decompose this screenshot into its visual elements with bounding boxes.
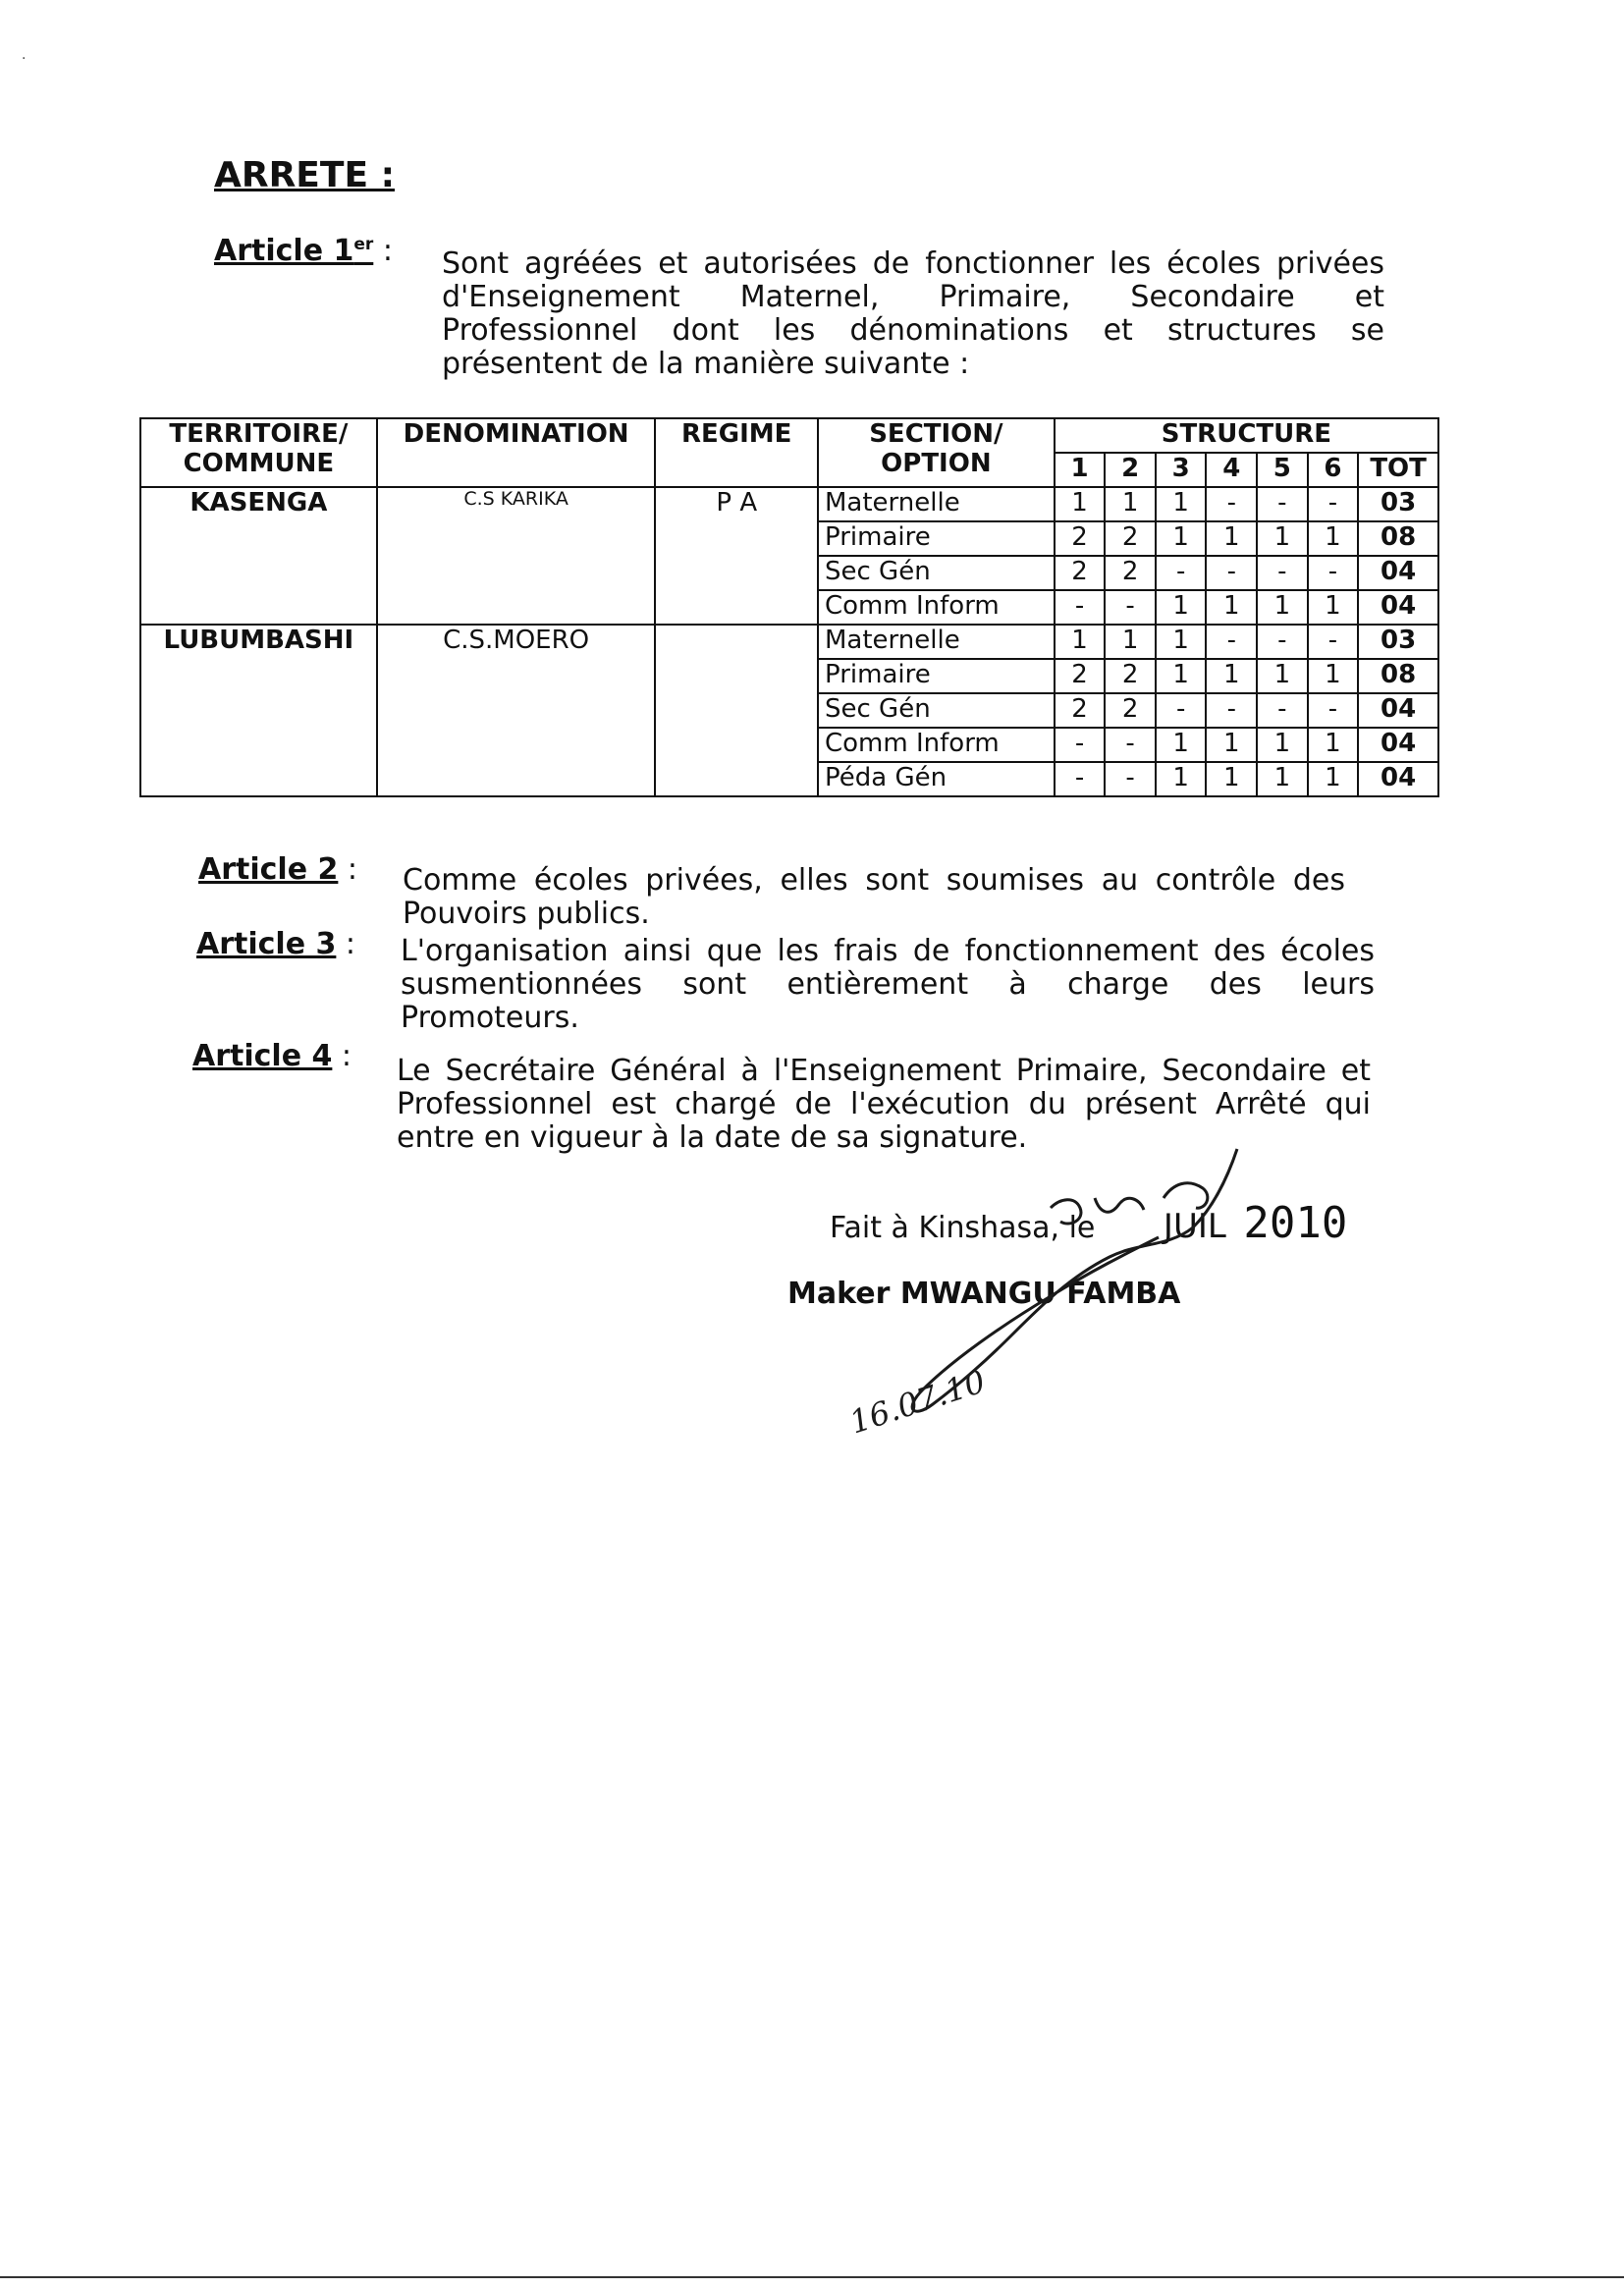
level-value-cell: 2: [1055, 556, 1106, 590]
denomination-cell: C.S.MOERO: [377, 625, 656, 796]
total-cell: 04: [1358, 762, 1438, 796]
total-cell: 08: [1358, 521, 1438, 556]
total-cell: 04: [1358, 728, 1438, 762]
level-value-cell: -: [1055, 728, 1106, 762]
total-cell: 03: [1358, 625, 1438, 659]
level-value-cell: 1: [1257, 728, 1308, 762]
level-value-cell: 1: [1206, 659, 1257, 693]
level-value-cell: -: [1206, 487, 1257, 521]
regime-cell: [655, 625, 818, 796]
level-value-cell: -: [1156, 556, 1207, 590]
level-value-cell: -: [1308, 556, 1359, 590]
level-value-cell: 2: [1105, 693, 1156, 728]
article-1-text: Sont agréées et autorisées de fonctionner les écoles privées d'Enseignement Maternel, Primaire, Secondaire et Professionnel dont les dénominations et structures se présentent de la manière suivante :: [442, 246, 1384, 381]
level-value-cell: 1: [1308, 659, 1359, 693]
article-4-label: Article 4 :: [192, 1039, 352, 1073]
table-body: [140, 487, 1438, 796]
total-cell: 04: [1358, 556, 1438, 590]
level-value-cell: -: [1055, 590, 1106, 625]
article-2-text: Comme écoles privées, elles sont soumises au contrôle des Pouvoirs publics.: [403, 863, 1345, 931]
col-level-header: 6: [1308, 453, 1359, 487]
col-regime-header: REGIME: [655, 418, 818, 487]
col-territoire-header: TERRITOIRE/ COMMUNE: [140, 418, 377, 487]
section-cell: Comm Inform: [818, 728, 1055, 762]
col-level-header: 5: [1257, 453, 1308, 487]
level-value-cell: 1: [1257, 659, 1308, 693]
signatory-name: Maker MWANGU FAMBA: [787, 1277, 1181, 1311]
total-cell: 08: [1358, 659, 1438, 693]
section-cell: Sec Gén: [818, 556, 1055, 590]
col-level-header: 1: [1055, 453, 1106, 487]
level-value-cell: -: [1105, 728, 1156, 762]
level-value-cell: -: [1206, 625, 1257, 659]
article-2-label: Article 2 :: [198, 852, 358, 887]
level-value-cell: -: [1156, 693, 1207, 728]
level-value-cell: 2: [1055, 659, 1106, 693]
col-structure-header: STRUCTURE: [1055, 418, 1438, 453]
level-value-cell: 1: [1156, 625, 1207, 659]
handwritten-date: 16.07.10: [844, 1362, 990, 1442]
level-value-cell: -: [1308, 487, 1359, 521]
section-cell: Primaire: [818, 521, 1055, 556]
col-denomination-header: DENOMINATION: [377, 418, 656, 487]
level-value-cell: 1: [1308, 590, 1359, 625]
article-3-text: L'organisation ainsi que les frais de fonctionnement des écoles susmentionnées sont entièrement à charge des leurs Promoteurs.: [401, 934, 1375, 1035]
total-cell: 04: [1358, 693, 1438, 728]
decree-heading: ARRETE :: [214, 155, 395, 195]
level-value-cell: 1: [1206, 728, 1257, 762]
level-value-cell: -: [1105, 762, 1156, 796]
level-value-cell: -: [1206, 556, 1257, 590]
date-stamp-year: 2010: [1243, 1198, 1348, 1248]
level-value-cell: 1: [1257, 762, 1308, 796]
level-value-cell: 1: [1156, 487, 1207, 521]
article-4-text: Le Secrétaire Général à l'Enseignement Primaire, Secondaire et Professionnel est chargé de l'exécution du présent Arrêté qui entre en vigueur à la date de sa signature.: [397, 1054, 1371, 1155]
level-value-cell: 2: [1105, 659, 1156, 693]
level-value-cell: 1: [1308, 728, 1359, 762]
section-cell: Sec Gén: [818, 693, 1055, 728]
level-value-cell: 1: [1105, 625, 1156, 659]
total-cell: 03: [1358, 487, 1438, 521]
level-value-cell: 1: [1206, 762, 1257, 796]
level-value-cell: 1: [1156, 762, 1207, 796]
level-value-cell: 1: [1156, 590, 1207, 625]
scan-edge-line: [0, 2276, 1624, 2278]
level-value-cell: 1: [1156, 728, 1207, 762]
level-value-cell: -: [1055, 762, 1106, 796]
level-value-cell: -: [1206, 693, 1257, 728]
level-value-cell: 2: [1105, 556, 1156, 590]
level-value-cell: -: [1308, 693, 1359, 728]
schools-structure-table: [139, 417, 1439, 797]
level-value-cell: 1: [1055, 487, 1106, 521]
territoire-cell: KASENGA: [140, 487, 377, 625]
level-value-cell: 1: [1257, 590, 1308, 625]
territoire-cell: LUBUMBASHI: [140, 625, 377, 796]
regime-cell: P A: [655, 487, 818, 625]
article-3-label: Article 3 :: [196, 927, 356, 961]
total-cell: 04: [1358, 590, 1438, 625]
section-cell: Péda Gén: [818, 762, 1055, 796]
level-value-cell: 1: [1308, 521, 1359, 556]
section-cell: Comm Inform: [818, 590, 1055, 625]
level-value-cell: 1: [1308, 762, 1359, 796]
handwritten-signature: [815, 1139, 1286, 1453]
date-stamp-month: JUIL: [1163, 1207, 1226, 1246]
level-value-cell: 1: [1105, 487, 1156, 521]
level-value-cell: -: [1257, 693, 1308, 728]
level-value-cell: -: [1105, 590, 1156, 625]
col-level-header: 2: [1105, 453, 1156, 487]
table-row: [140, 487, 1438, 521]
level-value-cell: 1: [1257, 521, 1308, 556]
level-value-cell: 1: [1156, 521, 1207, 556]
col-level-header: 4: [1206, 453, 1257, 487]
level-value-cell: 2: [1055, 693, 1106, 728]
level-value-cell: -: [1257, 625, 1308, 659]
article-1-label: Article 1er :: [214, 234, 393, 268]
col-section-header: SECTION/ OPTION: [818, 418, 1055, 487]
level-value-cell: -: [1257, 487, 1308, 521]
section-cell: Maternelle: [818, 487, 1055, 521]
section-cell: Primaire: [818, 659, 1055, 693]
table-row: [140, 625, 1438, 659]
scan-mark: ·: [22, 51, 27, 67]
section-cell: Maternelle: [818, 625, 1055, 659]
level-value-cell: 2: [1105, 521, 1156, 556]
level-value-cell: 1: [1206, 521, 1257, 556]
col-level-header: 3: [1156, 453, 1207, 487]
level-value-cell: 1: [1156, 659, 1207, 693]
place-and-date: Fait à Kinshasa, le JUIL 2010: [830, 1198, 1348, 1248]
level-value-cell: -: [1257, 556, 1308, 590]
col-total-header: TOT: [1358, 453, 1438, 487]
level-value-cell: -: [1308, 625, 1359, 659]
level-value-cell: 2: [1055, 521, 1106, 556]
level-value-cell: 1: [1206, 590, 1257, 625]
level-value-cell: 1: [1055, 625, 1106, 659]
denomination-cell: C.S KARIKA: [377, 487, 656, 625]
